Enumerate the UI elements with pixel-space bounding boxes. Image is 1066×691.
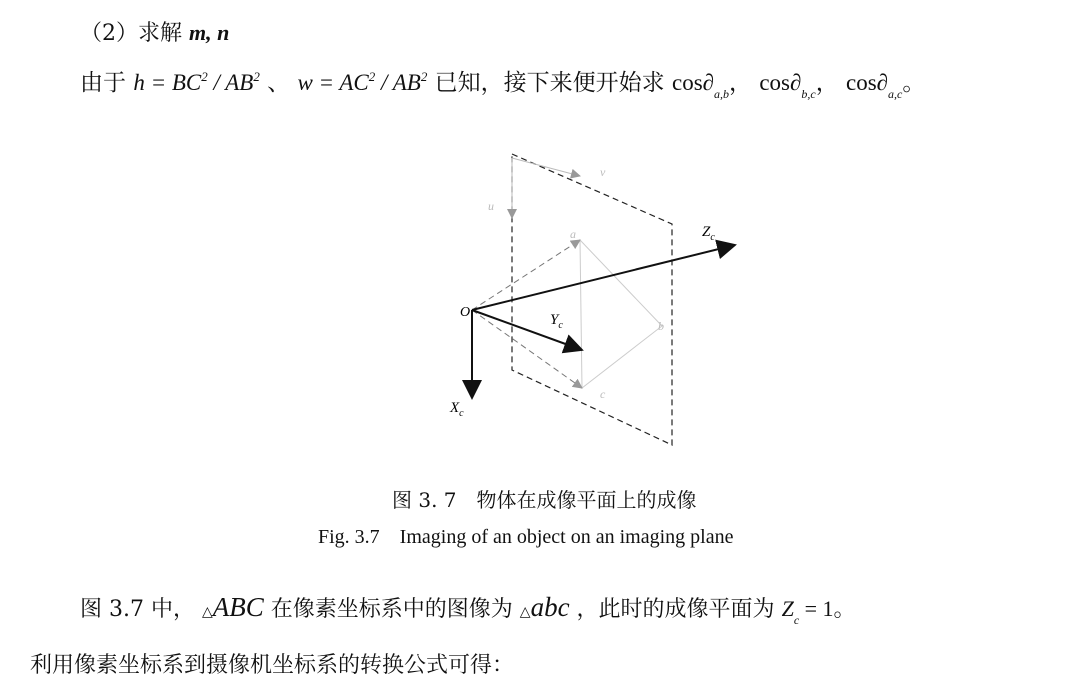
triangle-abc: abc (530, 592, 570, 622)
imaging-plane (512, 154, 672, 445)
label-yc: $Y_c$ (550, 312, 563, 331)
cos-bc: $\cos\partial_{b,c}$ (759, 70, 816, 101)
body-text: 图 3.7 中， (80, 597, 195, 622)
comma: ， (729, 70, 753, 96)
projected-triangle (580, 240, 662, 388)
ray-a (472, 240, 580, 310)
faint-label-c: c (600, 387, 606, 401)
body-text: ，此时的成像平面为 (576, 597, 775, 622)
zc-equation: $Z_c$ (781, 596, 800, 627)
label-zc: $Z_c$ (702, 224, 715, 243)
faint-label-b: b (658, 319, 664, 333)
body-text: 在像素坐标系中的图像为 (270, 597, 513, 622)
figure-caption-en: Fig. 3.7 Imaging of an object on an imaging plane (318, 526, 734, 548)
body-paragraph-2: 利用像素坐标系到摄像机坐标系的转换公式可得： (30, 653, 515, 678)
ray-c (472, 310, 582, 388)
faint-label-u: u (488, 199, 494, 213)
h-equation: $h = BC^2 / AB^2$ (133, 69, 260, 95)
step-label: （2）求解 (80, 21, 182, 46)
section-heading (80, 16, 229, 47)
intro-prefix: 由于 (80, 70, 126, 96)
comma: ， (815, 70, 839, 96)
imaging-diagram (440, 140, 760, 470)
intro-paragraph (80, 64, 925, 102)
triangle-symbol: △ (201, 604, 213, 620)
label-xc: $X_c$ (450, 400, 464, 419)
period: 。 (902, 70, 926, 96)
body-paragraph-1 (80, 592, 856, 628)
separator: 、 (267, 70, 291, 96)
intro-middle: 已知，接下来便开始求 (434, 70, 665, 96)
cos-ab: $\cos\partial_{a,b}$ (671, 70, 730, 101)
w-equation: $w = AC^2 / AB^2$ (297, 69, 428, 95)
figure-caption-cn: 图 3. 7 物体在成像平面上的成像 (392, 488, 697, 512)
cos-ac: $\cos\partial_{a,c}$ (846, 70, 903, 101)
faint-u-axis (512, 158, 580, 176)
label-origin: O (460, 305, 471, 320)
triangle-symbol: △ (519, 604, 531, 620)
faint-label-v: v (600, 165, 606, 179)
step-vars: m, n (189, 20, 230, 45)
triangle-ABC: ABC (212, 592, 264, 622)
yc-axis (472, 310, 582, 350)
faint-label-a: a (570, 227, 576, 241)
equals-one: = 1。 (799, 596, 856, 621)
